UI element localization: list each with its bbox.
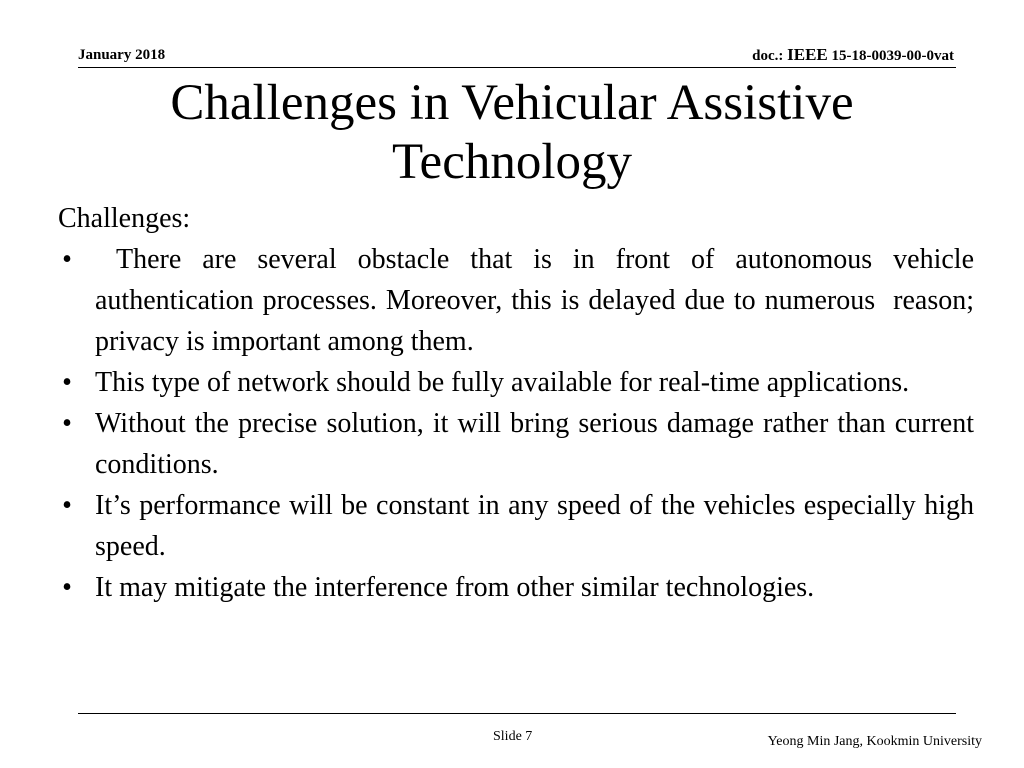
doc-prefix: doc.: (752, 48, 788, 64)
bullet-text: It may mitigate the interference from other similar technologies. (95, 572, 815, 603)
header-date: January 2018 (78, 47, 166, 63)
bullet-list (58, 239, 982, 608)
section-label: Challenges: (58, 203, 191, 234)
bullet-text: This type of network should be fully available for real-time applications. (95, 367, 910, 398)
header-doc-id (752, 46, 954, 65)
bullet-item (58, 485, 974, 567)
bullet-item (58, 239, 982, 362)
footer-divider (78, 713, 956, 714)
bullet-text: It’s performance will be constant in any speed of the vehicles especially high speed. (95, 490, 974, 562)
bullet-marker: • (62, 408, 72, 439)
bullet-marker: • (62, 367, 72, 398)
bullet-item (58, 403, 974, 485)
bullet-marker: • (62, 490, 72, 521)
doc-org: IEEE (787, 45, 828, 64)
bullet-item (58, 567, 974, 608)
bullet-text: Without the precise solution, it will bring serious damage rather than current conditions. (95, 408, 974, 480)
slide-number: Slide 7 (493, 729, 533, 744)
slide-title: Challenges in Vehicular Assistive Technology (170, 75, 854, 190)
bullet-text: There are several obstacle that is in front of autonomous vehicle authentication processes. Moreover, this is delayed due to numerous reason; privacy is important among them. (95, 244, 982, 357)
slide-body (58, 198, 982, 608)
bullet-item (58, 362, 974, 403)
header-divider (78, 67, 956, 68)
bullet-marker: • (62, 244, 72, 275)
doc-number: 15-18-0039-00-0vat (827, 48, 954, 64)
bullet-marker: • (62, 572, 72, 603)
footer-author: Yeong Min Jang, Kookmin University (767, 734, 982, 749)
